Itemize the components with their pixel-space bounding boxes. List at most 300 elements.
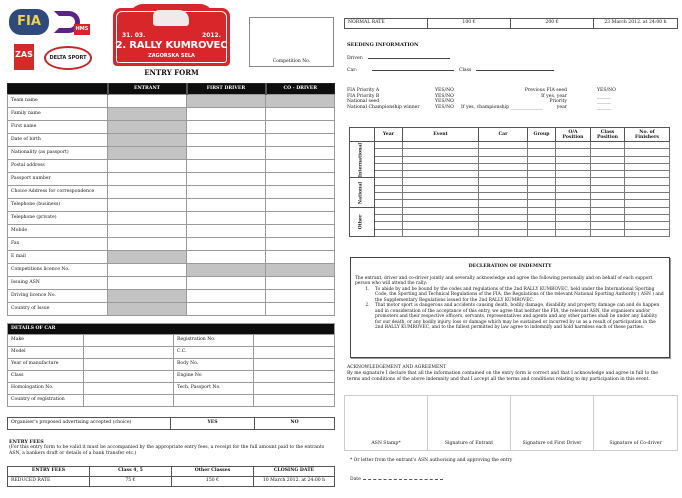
entrant-field[interactable] <box>108 212 187 225</box>
seeding-cell[interactable] <box>375 207 403 214</box>
car-field-label: Tech. Passport No. <box>174 383 254 395</box>
seeding-cell[interactable] <box>591 149 625 156</box>
first-driver-field[interactable] <box>187 238 266 251</box>
indemnity-item: 2. That motor sport is dangerous and accidents causing death, bodily damage, disability and property damage can and do happen and in consideration of the acceptance of this entry, we agree that neither the FIA, the relevant ASN, the organisers and/or promoters and their respective officers, servants, representatives and agents and any other parties shall be under any liability for our death, or any bodily injury, loss or damage which may be sustained or incurred by us as a result of participation in the 2nd RALLY KUMROVEC, and to the fullest permitted by law agree to indemnify and hold harmless each of these parties. <box>371 303 665 331</box>
class-input[interactable] <box>476 67 554 71</box>
co-driver-field[interactable] <box>266 303 335 316</box>
fees-other-classes: 200 € <box>511 19 594 29</box>
seeding-title: SEEDING INFORMATION <box>347 42 419 48</box>
seeding-cell[interactable] <box>403 193 479 200</box>
priority-yes-no[interactable]: YES/NO <box>435 93 454 99</box>
seeding-cell[interactable] <box>403 207 479 214</box>
seeding-cell[interactable] <box>479 142 528 149</box>
table-row <box>8 383 335 395</box>
seeding-cell[interactable] <box>479 185 528 192</box>
driver-input[interactable] <box>368 55 450 59</box>
car-field-input[interactable] <box>84 347 174 359</box>
seeding-cell[interactable] <box>625 193 670 200</box>
header-co-driver: CO - DRIVER <box>266 84 335 95</box>
entrant-field[interactable] <box>108 264 187 277</box>
table-row <box>8 347 335 359</box>
car-field-input[interactable] <box>84 371 174 383</box>
seeding-cell[interactable] <box>625 156 670 163</box>
co-driver-field[interactable] <box>266 186 335 199</box>
seeding-cell[interactable] <box>528 142 556 149</box>
co-driver-field[interactable] <box>266 121 335 134</box>
seeding-cell[interactable] <box>528 193 556 200</box>
car-field-label: Country of registration <box>8 395 84 407</box>
priority-label: FIA Priority B <box>347 93 380 99</box>
row-label: Nationality (as passport) <box>8 147 108 160</box>
co-driver-field[interactable] <box>266 251 335 264</box>
seeding-cell[interactable] <box>556 207 591 214</box>
fees-header-row <box>8 467 335 477</box>
seeding-cell[interactable] <box>556 222 591 229</box>
first-driver-field[interactable] <box>187 147 266 160</box>
entry-fees-title: ENTRY FEES <box>9 439 44 445</box>
seeding-cell[interactable] <box>375 214 403 221</box>
priority-value-2[interactable]: ______ <box>597 104 611 110</box>
seeding-cell[interactable] <box>591 207 625 214</box>
seeding-cell[interactable] <box>528 156 556 163</box>
seeding-cell[interactable] <box>375 229 403 236</box>
seeding-cell[interactable] <box>375 163 403 170</box>
rally-date-day: 31. 03. <box>122 32 146 39</box>
page-title: ENTRY FORM <box>144 68 199 77</box>
car-field-label: Year of manufacture <box>8 359 84 371</box>
seeding-cell[interactable] <box>591 222 625 229</box>
car-field-input[interactable] <box>84 335 174 347</box>
first-driver-field[interactable] <box>187 160 266 173</box>
seeding-cell[interactable] <box>375 200 403 207</box>
table-row <box>8 303 335 316</box>
seeding-row <box>350 163 670 170</box>
seeding-cell[interactable] <box>403 214 479 221</box>
fees-rate-name: NORMAL RATE <box>345 19 428 29</box>
indemnity-intro: The entrant, driver and co-driver jointly and severally acknowledge and agree the following personally and on behalf of each support person who will attend the rally: <box>355 275 653 286</box>
seeding-cell[interactable] <box>591 156 625 163</box>
priority-value-2[interactable]: ______ <box>597 93 611 99</box>
priority-label-2: Previous FIA seed <box>524 88 567 93</box>
class-label: Class <box>458 68 472 73</box>
seeding-row <box>350 193 670 200</box>
co-driver-field[interactable] <box>266 134 335 147</box>
indemnity-item: 1. To abide by and be bound by the codes and regulations of the 2nd RALLY KUMROVEC, held under the International Sporting Code, the Sporting and Technical Regulations of the FIA, the Regulations of the relevant National Sporting Authority ( ASN ) and the Supplementary Regulations issued for the 2nd RALLY KUMROVEC. <box>371 287 665 304</box>
first-driver-field[interactable] <box>187 212 266 225</box>
table-row <box>8 160 335 173</box>
seeding-cell[interactable] <box>479 229 528 236</box>
co-driver-field[interactable] <box>266 147 335 160</box>
table-row <box>8 121 335 134</box>
seeding-cell[interactable] <box>556 193 591 200</box>
first-driver-field[interactable] <box>187 173 266 186</box>
seeding-cell[interactable] <box>556 163 591 170</box>
asn-stamp-box[interactable]: ASN Stamp* <box>345 396 428 451</box>
seeding-cell[interactable] <box>625 214 670 221</box>
driver-label: Driver: <box>347 56 364 61</box>
priority-block <box>347 88 677 110</box>
car-field-input[interactable] <box>84 395 174 407</box>
row-label: Postal address <box>8 160 108 173</box>
seeding-cell[interactable] <box>479 149 528 156</box>
seeding-row <box>350 142 670 149</box>
seeding-cell[interactable] <box>556 200 591 207</box>
car-label: Car: <box>347 68 357 73</box>
seeding-cell[interactable] <box>375 149 403 156</box>
car-field-label: Registration No. <box>174 335 254 347</box>
table-row <box>8 335 335 347</box>
seeding-cell[interactable] <box>556 156 591 163</box>
row-label: Date of birth <box>8 134 108 147</box>
seeding-column-header: Class Position <box>591 128 625 142</box>
seeding-column-header <box>350 128 375 142</box>
co-driver-field[interactable] <box>266 173 335 186</box>
zas-logo-icon: ZAS <box>14 44 34 70</box>
row-label: Choice Address for correspondence <box>8 186 108 199</box>
table-row <box>8 147 335 160</box>
seeding-cell[interactable] <box>625 178 670 185</box>
fees-closing-date: 10 March 2012. at 24:00 h <box>254 477 335 487</box>
car-field-label: Homologation No. <box>8 383 84 395</box>
seeding-cell[interactable] <box>479 163 528 170</box>
seeding-cell[interactable] <box>479 193 528 200</box>
seeding-row <box>350 178 670 185</box>
row-label: Country of Issue <box>8 303 108 316</box>
seeding-group-label: International <box>350 142 375 178</box>
table-row <box>8 134 335 147</box>
entrant-field[interactable] <box>108 238 187 251</box>
row-label: Team name <box>8 95 108 108</box>
seeding-cell[interactable] <box>528 178 556 185</box>
car-field-label: Engine No <box>174 371 254 383</box>
entrant-field[interactable] <box>108 121 187 134</box>
fees-header: Class 4, 5 <box>90 467 172 477</box>
seeding-cell[interactable] <box>591 185 625 192</box>
co-driver-field[interactable] <box>266 160 335 173</box>
seeding-cell[interactable] <box>625 171 670 178</box>
seeding-cell[interactable] <box>479 178 528 185</box>
seeding-row <box>350 185 670 192</box>
row-label: Telephone (private) <box>8 212 108 225</box>
table-row <box>8 359 335 371</box>
seeding-column-header: No. of Finishers <box>625 128 670 142</box>
car-field-input[interactable] <box>254 371 335 383</box>
seeding-cell[interactable] <box>528 214 556 221</box>
rally-subtitle: ZAGORSKA SELA <box>148 53 195 59</box>
seeding-cell[interactable] <box>403 163 479 170</box>
co-driver-field[interactable] <box>266 264 335 277</box>
priority-value-2[interactable]: YES/NO <box>597 88 616 93</box>
priority-yes-no[interactable]: YES/NO <box>435 104 454 110</box>
table-row <box>8 173 335 186</box>
seeding-results-table <box>349 127 670 237</box>
co-driver-field[interactable] <box>266 199 335 212</box>
entrant-field[interactable] <box>108 303 187 316</box>
seeding-cell[interactable] <box>556 149 591 156</box>
competition-number-box[interactable] <box>249 17 334 67</box>
seeding-row <box>350 149 670 156</box>
fees-header: ENTRY FEES <box>8 467 90 477</box>
priority-value-2[interactable]: ______ <box>597 99 611 104</box>
seeding-column-header: Group <box>528 128 556 142</box>
table-row <box>8 395 335 407</box>
table-row <box>8 290 335 303</box>
seeding-cell[interactable] <box>528 207 556 214</box>
seeding-cell[interactable] <box>375 222 403 229</box>
competition-number-label: Competition No. <box>272 59 311 64</box>
seeding-cell[interactable] <box>591 163 625 170</box>
seeding-cell[interactable] <box>479 200 528 207</box>
seeding-column-header: Car <box>479 128 528 142</box>
table-row <box>8 108 335 121</box>
entrant-field[interactable] <box>108 160 187 173</box>
seeding-cell[interactable] <box>403 222 479 229</box>
seeding-row <box>350 156 670 163</box>
first-driver-field[interactable] <box>187 199 266 212</box>
priority-label: FIA Priority A <box>347 88 380 93</box>
car-field-label: C.C. <box>174 347 254 359</box>
entrant-field[interactable] <box>108 95 187 108</box>
entrant-field[interactable] <box>108 108 187 121</box>
seeding-cell[interactable] <box>556 142 591 149</box>
table-row <box>8 277 335 290</box>
seeding-cell[interactable] <box>528 163 556 170</box>
seeding-row <box>350 214 670 221</box>
first-driver-field[interactable] <box>187 303 266 316</box>
first-driver-signature-box[interactable]: Signature od First Driver <box>511 396 594 451</box>
header-entrant: ENTRANT <box>108 84 187 95</box>
seeding-cell[interactable] <box>556 171 591 178</box>
seeding-cell[interactable] <box>528 171 556 178</box>
entrant-field[interactable] <box>108 199 187 212</box>
table-row <box>8 199 335 212</box>
entry-fees-note: (For this entry form to be valid it must be accompanied by the appropriate entry fees, a receipt for the full amount paid to the entrants ASN, a bankers draft or details of a bank transfer etc.) <box>9 445 325 456</box>
co-driver-signature-box[interactable]: Signature of Co-driver <box>594 396 678 451</box>
priority-yes-no[interactable]: YES/NO <box>435 88 454 93</box>
priority-yes-no[interactable]: YES/NO <box>435 99 454 104</box>
advertising-yes-option[interactable]: YES <box>171 418 255 430</box>
seeding-cell[interactable] <box>403 142 479 149</box>
seeding-group-label: National <box>350 178 375 207</box>
car-details-table <box>7 323 335 407</box>
priority-label-2: If yes, year <box>541 93 567 99</box>
priority-label-2: Priority <box>549 99 567 104</box>
seeding-row <box>350 171 670 178</box>
seeding-cell[interactable] <box>528 149 556 156</box>
delta-sport-logo-icon: DELTA SPORT <box>44 46 92 70</box>
seeding-cell[interactable] <box>403 229 479 236</box>
seeding-row <box>350 229 670 236</box>
row-label: Passport number <box>8 173 108 186</box>
seeding-cell[interactable] <box>591 200 625 207</box>
first-driver-field[interactable] <box>187 251 266 264</box>
seeding-cell[interactable] <box>375 178 403 185</box>
seeding-cell[interactable] <box>625 229 670 236</box>
co-driver-field[interactable] <box>266 277 335 290</box>
co-driver-field[interactable] <box>266 290 335 303</box>
seeding-cell[interactable] <box>403 171 479 178</box>
fees-header: Other Classes <box>172 467 254 477</box>
table-row <box>8 264 335 277</box>
championship-field[interactable]: If yes, championship ______________ <box>461 104 543 110</box>
car-field-input[interactable] <box>254 335 335 347</box>
seeding-cell[interactable] <box>556 214 591 221</box>
seeding-cell[interactable] <box>556 185 591 192</box>
car-input[interactable] <box>372 67 454 71</box>
first-driver-field[interactable] <box>187 108 266 121</box>
table-row <box>8 225 335 238</box>
date-line <box>350 477 443 482</box>
car-field-input[interactable] <box>254 359 335 371</box>
seeding-row <box>350 222 670 229</box>
co-driver-field[interactable] <box>266 95 335 108</box>
row-label: Mobile <box>8 225 108 238</box>
table-row <box>8 95 335 108</box>
seeding-cell[interactable] <box>591 178 625 185</box>
seeding-cell[interactable] <box>556 229 591 236</box>
seeding-cell[interactable] <box>375 171 403 178</box>
seeding-column-header: Event <box>403 128 479 142</box>
table-row <box>8 238 335 251</box>
entrant-field[interactable] <box>108 173 187 186</box>
car-field-input[interactable] <box>84 359 174 371</box>
first-driver-field[interactable] <box>187 186 266 199</box>
seeding-cell[interactable] <box>591 142 625 149</box>
seeding-cell[interactable] <box>403 149 479 156</box>
car-field-label: Body No. <box>174 359 254 371</box>
seeding-cell[interactable] <box>528 185 556 192</box>
seeding-cell[interactable] <box>479 214 528 221</box>
seeding-cell[interactable] <box>479 222 528 229</box>
seeding-cell[interactable] <box>625 185 670 192</box>
car-field-input[interactable] <box>254 395 335 407</box>
car-field-label: Model <box>8 347 84 359</box>
entrant-field[interactable] <box>108 277 187 290</box>
priority-label: National Championship winner <box>347 104 420 110</box>
rally-date-year: 2012. <box>202 32 221 39</box>
seeding-cell[interactable] <box>528 200 556 207</box>
seeding-cell[interactable] <box>591 171 625 178</box>
first-driver-field[interactable] <box>187 225 266 238</box>
seeding-cell[interactable] <box>403 185 479 192</box>
row-label: E mail <box>8 251 108 264</box>
entrant-signature-box[interactable]: Signature of Entrant <box>428 396 511 451</box>
seeding-cell[interactable] <box>625 149 670 156</box>
co-driver-field[interactable] <box>266 225 335 238</box>
co-driver-field[interactable] <box>266 108 335 121</box>
priority-label: National seed <box>347 99 380 104</box>
fees-class-45: 100 € <box>428 19 511 29</box>
advertising-no-option[interactable]: NO <box>255 418 335 430</box>
seeding-cell[interactable] <box>625 207 670 214</box>
seeding-cell[interactable] <box>375 185 403 192</box>
seeding-cell[interactable] <box>403 156 479 163</box>
fees-rate-name: REDUCED RATE <box>8 477 90 487</box>
fees-other-classes: 150 € <box>172 477 254 487</box>
date-input[interactable] <box>363 479 443 480</box>
hms-logo-icon: HMS <box>54 11 90 35</box>
fees-header: CLOSING DATE <box>254 467 335 477</box>
seeding-cell[interactable] <box>625 222 670 229</box>
car-field-input[interactable] <box>254 347 335 359</box>
first-driver-field[interactable] <box>187 121 266 134</box>
seeding-cell[interactable] <box>591 214 625 221</box>
seeding-row <box>350 207 670 214</box>
seeding-cell[interactable] <box>625 142 670 149</box>
entrant-field[interactable] <box>108 251 187 264</box>
seeding-cell[interactable] <box>591 193 625 200</box>
seeding-cell[interactable] <box>625 200 670 207</box>
row-label: Telephone (business) <box>8 199 108 212</box>
first-driver-field[interactable] <box>187 134 266 147</box>
indemnity-declaration <box>350 257 670 358</box>
seeding-cell[interactable] <box>479 171 528 178</box>
seeding-cell[interactable] <box>556 178 591 185</box>
first-driver-field[interactable] <box>187 264 266 277</box>
seeding-cell[interactable] <box>403 178 479 185</box>
seeding-cell[interactable] <box>625 163 670 170</box>
entry-form-page-2 <box>341 0 682 498</box>
row-label: Issuing ASN <box>8 277 108 290</box>
acknowledgement-title: ACKNOWLEDGEMENT AND AGREEMENT <box>347 365 447 370</box>
header-first-driver: FIRST DRIVER <box>187 84 266 95</box>
seeding-column-header: Year <box>375 128 403 142</box>
first-driver-field[interactable] <box>187 290 266 303</box>
seeding-cell[interactable] <box>479 207 528 214</box>
seeding-driver-line <box>347 55 450 61</box>
car-field-label <box>174 395 254 407</box>
advertising-table <box>7 417 335 430</box>
seeding-row <box>350 200 670 207</box>
entrant-field[interactable] <box>108 225 187 238</box>
seeding-cell[interactable] <box>403 200 479 207</box>
entrant-field[interactable] <box>108 186 187 199</box>
row-label: Fax <box>8 238 108 251</box>
fees-row-reduced <box>8 477 335 487</box>
asn-footnote: * Or letter from the entrant's ASN authorising and approving the entry <box>350 458 513 463</box>
signatures-table <box>344 395 678 451</box>
entrant-field[interactable] <box>108 290 187 303</box>
entrant-field[interactable] <box>108 134 187 147</box>
fees-closing-date: 23 March 2012. at 24:00 h <box>594 19 678 29</box>
fees-row-normal <box>345 19 678 29</box>
first-driver-field[interactable] <box>187 277 266 290</box>
car-field-label: Make <box>8 335 84 347</box>
first-driver-field[interactable] <box>187 95 266 108</box>
row-label: Family name <box>8 108 108 121</box>
entry-fees-table <box>7 466 335 487</box>
table-row <box>8 212 335 225</box>
seeding-cell[interactable] <box>591 229 625 236</box>
table-row <box>8 371 335 383</box>
entrant-field[interactable] <box>108 147 187 160</box>
priority-row <box>347 105 677 111</box>
seeding-cell[interactable] <box>479 156 528 163</box>
seeding-cell[interactable] <box>375 156 403 163</box>
co-driver-field[interactable] <box>266 238 335 251</box>
car-field-input[interactable] <box>254 383 335 395</box>
seeding-cell[interactable] <box>375 142 403 149</box>
seeding-cell[interactable] <box>375 193 403 200</box>
co-driver-field[interactable] <box>266 212 335 225</box>
indemnity-title: DECLERATION OF INDEMNITY <box>468 264 552 269</box>
seeding-cell[interactable] <box>528 229 556 236</box>
car-details-header <box>8 324 335 335</box>
car-field-input[interactable] <box>84 383 174 395</box>
seeding-header-row <box>350 128 670 142</box>
personal-details-table <box>7 83 335 316</box>
seeding-cell[interactable] <box>528 222 556 229</box>
